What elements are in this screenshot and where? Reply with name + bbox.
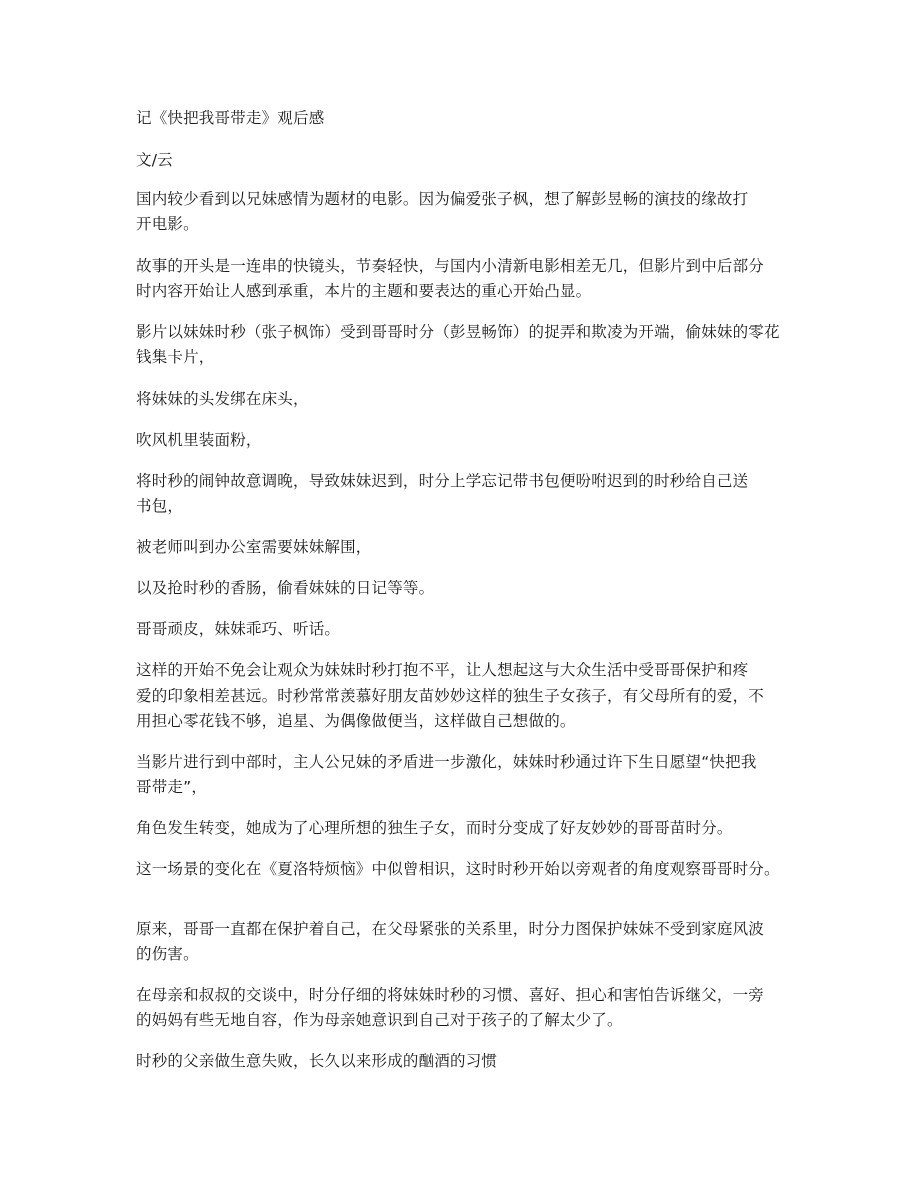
paragraph-line: 在母亲和叔叔的交谈中，时分仔细的将妹妹时秒的习惯、喜好、担心和害怕告诉继父，一旁 <box>136 986 765 1004</box>
paragraph-line: 用担心零花钱不够，追星、为偶像做便当，这样做自己想做的。 <box>136 712 576 730</box>
paragraph-line: 钱集卡片， <box>136 348 215 366</box>
paragraph-line: 哥带走”， <box>136 778 208 796</box>
paragraph-line: 这一场景的变化在《夏洛特烦恼》中似曾相识，这时时秒开始以旁观者的角度观察哥哥时分。 <box>136 860 780 878</box>
paragraph-line: 当影片进行到中部时，主人公兄妹的矛盾进一步激化，妹妹时秒通过许下生日愿望“快把我 <box>136 753 757 771</box>
paragraph-line: 角色发生转变，她成为了心理所想的独生子女，而时分变成了好友妙妙的哥哥苗时分。 <box>136 819 733 837</box>
paragraph-line: 原来，哥哥一直都在保护着自己，在父母紧张的关系里，时分力图保护妹妹不受到家庭风波 <box>136 920 765 938</box>
paragraph-line: 哥哥顽皮，妹妹乖巧、听话。 <box>136 620 341 638</box>
paragraph-line: 的伤害。 <box>136 945 199 963</box>
paragraph-line: 的妈妈有些无地自容，作为母亲她意识到自己对于孩子的了解太少了。 <box>136 1011 623 1029</box>
document-author: 文/云 <box>136 151 173 169</box>
document-title: 记《快把我哥带走》观后感 <box>136 109 325 127</box>
paragraph-line: 时内容开始让人感到承重，本片的主题和要表达的重心开始凸显。 <box>136 282 592 300</box>
paragraph-line: 被老师叫到办公室需要妹妹解围， <box>136 538 372 556</box>
paragraph-line: 国内较少看到以兄妹感情为题材的电影。因为偏爱张子枫，想了解彭昱畅的演技的缘故打 <box>136 190 749 208</box>
paragraph-line: 故事的开头是一连串的快镜头，节奏轻快，与国内小清新电影相差无几，但影片到中后部分 <box>136 257 765 275</box>
paragraph-line: 书包， <box>136 497 184 515</box>
paragraph-line: 将时秒的闹钟故意调晚，导致妹妹迟到，时分上学忘记带书包便吩咐迟到的时秒给自己送 <box>136 472 749 490</box>
paragraph-line: 以及抢时秒的香肠，偷看妹妹的日记等等。 <box>136 579 435 597</box>
paragraph-line: 将妹妹的头发绑在床头， <box>136 390 309 408</box>
paragraph-line: 爱的印象相差甚远。时秒常常羡慕好朋友苗妙妙这样的独生子女孩子，有父母所有的爱，不 <box>136 687 765 705</box>
paragraph-line: 开电影。 <box>136 215 199 233</box>
paragraph-line: 这样的开始不免会让观众为妹妹时秒打抱不平，让人想起这与大众生活中受哥哥保护和疼 <box>136 661 749 679</box>
paragraph-line: 吹风机里装面粉， <box>136 431 262 449</box>
paragraph-line: 影片以妹妹时秒（张子枫饰）受到哥哥时分（彭昱畅饰）的捉弄和欺凌为开端，偷妹妹的零花 <box>136 323 780 341</box>
paragraph-line: 时秒的父亲做生意失败，长久以来形成的酗酒的习惯 <box>136 1052 498 1070</box>
